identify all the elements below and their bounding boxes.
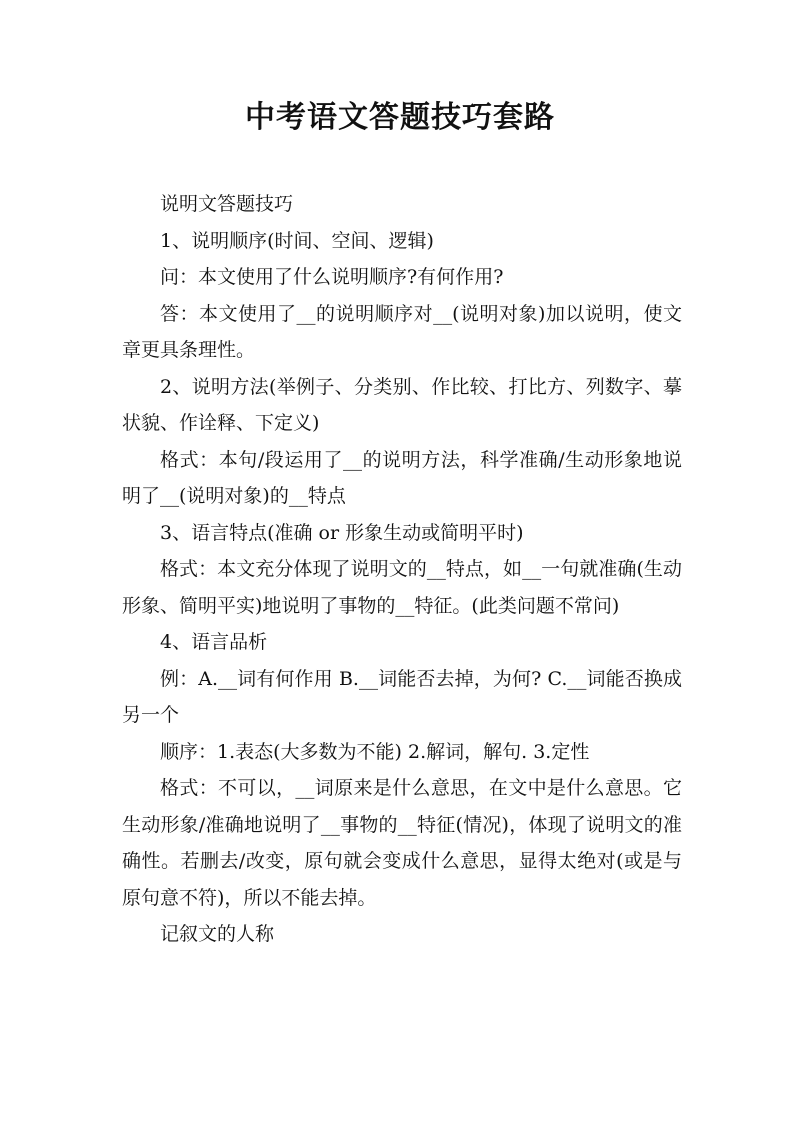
paragraph-explanation-methods: 2、说明方法(举例子、分类别、作比较、打比方、列数字、摹状貌、作诠释、下定义) <box>122 375 682 434</box>
paragraph-format-methods: 格式：本句/段运用了__的说明方法，科学准确/生动形象地说明了__(说明对象)的__特点 <box>122 448 682 507</box>
paragraph-answer-sequence: 顺序：1.表态(大多数为不能) 2.解词，解句. 3.定性 <box>160 740 590 763</box>
paragraph-format-answer: 格式：不可以，__词原来是什么意思，在文中是什么意思。它生动形象/准确地说明了__事物的__特征(情况)，体现了说明文的准确性。若删去/改变，原句就会变成什么意思，显得太绝对(或是与原句意不符)，所以不能去掉。 <box>122 777 682 909</box>
paragraph-language-analysis: 4、语言品析 <box>160 631 268 653</box>
paragraph-question-order: 问：本文使用了什么说明顺序?有何作用? <box>160 266 504 288</box>
paragraph-answer-order: 答：本文使用了__的说明顺序对__(说明对象)加以说明，使文章更具条理性。 <box>122 302 682 361</box>
document-title: 中考语文答题技巧套路 <box>245 100 555 135</box>
paragraph-format-language-features: 格式：本文充分体现了说明文的__特点，如__一句就准确(生动形象、简明平实)地说明了事物的__特征。(此类问题不常问) <box>122 558 682 617</box>
paragraph-example: 例：A.__词有何作用 B.__词能否去掉，为何? C.__词能否换成另一个 <box>122 667 682 726</box>
document-body <box>122 186 682 953</box>
paragraph-narrative-person: 记叙文的人称 <box>160 923 275 945</box>
paragraph-heading-expository: 说明文答题技巧 <box>160 193 294 215</box>
paragraph-language-features: 3、语言特点(准确 or 形象生动或简明平时) <box>160 521 524 544</box>
paragraph-explanation-order: 1、说明顺序(时间、空间、逻辑) <box>160 229 434 252</box>
